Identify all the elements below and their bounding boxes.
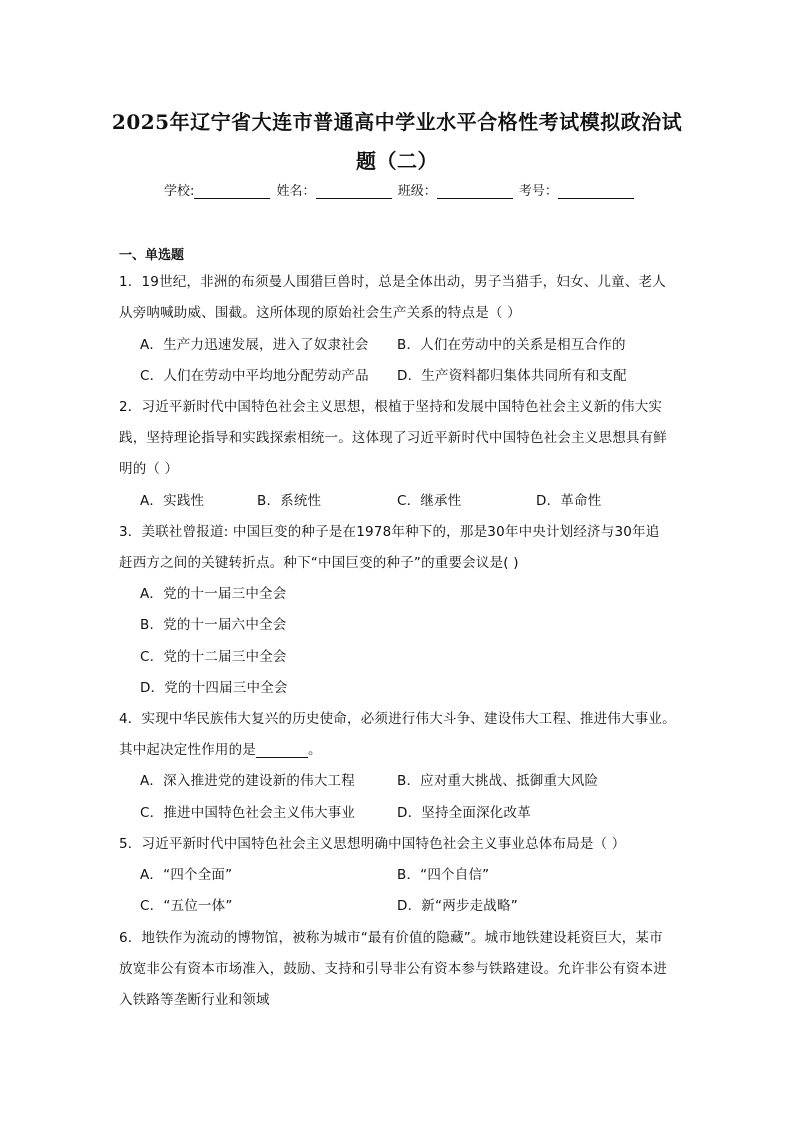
q2-option-a[interactable]: A．实践性	[140, 493, 205, 509]
q2-option-d[interactable]: D．革命性	[536, 493, 602, 509]
q1-stem-line2: 从旁呐喊助威、围截。这所体现的原始社会生产关系的特点是（ ）	[119, 305, 521, 321]
q3-option-a[interactable]: A．党的十一届三中全会	[140, 586, 287, 602]
q2-stem-line2: 践，坚持理论指导和实践探索相统一。这体现了习近平新时代中国特色社会主义思想具有鲜	[119, 430, 667, 446]
q3-option-b[interactable]: B．党的十一届六中全会	[140, 617, 287, 633]
school-blank[interactable]	[194, 184, 270, 199]
q2-stem-line1: 2．习近平新时代中国特色社会主义思想，根植于坚持和发展中国特色社会主义新的伟大实	[119, 399, 663, 415]
class-label: 班级：	[397, 184, 437, 199]
q4-option-c[interactable]: C．推进中国特色社会主义伟大事业	[140, 805, 356, 821]
q1-stem-line1: 1．19世纪，非洲的布须曼人围猎巨兽时，总是全体出动，男子当猎手，妇女、儿童、老人	[119, 274, 666, 290]
q1-option-a[interactable]: A．生产力迅速发展，进入了奴隶社会	[140, 337, 369, 353]
q4-answer-blank[interactable]	[256, 743, 308, 758]
q4-option-b[interactable]: B．应对重大挑战、抵御重大风险	[397, 773, 599, 789]
q5-option-b[interactable]: B．“四个自信”	[397, 867, 490, 883]
exam-number-label: 考号：	[518, 184, 558, 199]
school-label: 学校:	[164, 184, 195, 199]
section-heading: 一、单选题	[119, 248, 185, 263]
q1-option-c[interactable]: C．人们在劳动中平均地分配劳动产品	[140, 368, 369, 384]
q2-option-c[interactable]: C．继承性	[397, 493, 462, 509]
q4-option-a[interactable]: A．深入推进党的建设新的伟大工程	[140, 773, 355, 789]
name-label: 姓名：	[276, 184, 316, 199]
q5-stem-line1: 5．习近平新时代中国特色社会主义思想明确中国特色社会主义事业总体布局是（ ）	[119, 836, 626, 852]
name-blank[interactable]	[316, 184, 392, 199]
exam-title-line1: 2025年辽宁省大连市普通高中学业水平合格性考试模拟政治试	[111, 110, 683, 134]
q6-stem-line3: 入铁路等垄断行业和领域	[119, 992, 270, 1008]
class-blank[interactable]	[437, 184, 513, 199]
q5-option-d[interactable]: D．新“两步走战略”	[397, 898, 518, 914]
q4-stem-line1: 4．实现中华民族伟大复兴的历史使命，必须进行伟大斗争、建设伟大工程、推进伟大事业。	[119, 711, 676, 727]
q4-stem-end: 。	[308, 742, 322, 758]
student-info-row	[164, 180, 636, 199]
q4-stem-line2	[119, 738, 322, 758]
q4-option-d[interactable]: D．坚持全面深化改革	[397, 805, 531, 821]
q2-option-b[interactable]: B．系统性	[257, 493, 322, 509]
q3-option-c[interactable]: C．党的十二届三中全会	[140, 649, 287, 665]
q1-option-d[interactable]: D．生产资料都归集体共同所有和支配	[397, 368, 627, 384]
exam-number-blank[interactable]	[558, 184, 634, 199]
q5-option-c[interactable]: C．“五位一体”	[140, 898, 233, 914]
q3-stem-line1: 3．美联社曾报道: 中国巨变的种子是在1978年种下的，那是30年中央计划经济与30年追	[119, 524, 660, 540]
q5-option-a[interactable]: A．“四个全面”	[140, 867, 233, 883]
q3-stem-line2: 赶西方之间的关键转折点。种下“中国巨变的种子”的重要会议是( )	[119, 555, 519, 571]
q3-option-d[interactable]: D．党的十四届三中全会	[140, 680, 288, 696]
q6-stem-line2: 放宽非公有资本市场准入，鼓励、支持和引导非公有资本参与铁路建设。允许非公有资本进	[119, 961, 667, 977]
exam-title-line2: 题（二）	[356, 149, 438, 173]
q1-option-b[interactable]: B．人们在劳动中的关系是相互合作的	[397, 337, 626, 353]
q4-stem-text: 其中起决定性作用的是	[119, 742, 256, 758]
q6-stem-line1: 6．地铁作为流动的博物馆，被称为城市“最有价值的隐藏”。城市地铁建设耗资巨大，某市	[119, 930, 663, 946]
q2-stem-line3: 明的（ ）	[119, 461, 179, 477]
